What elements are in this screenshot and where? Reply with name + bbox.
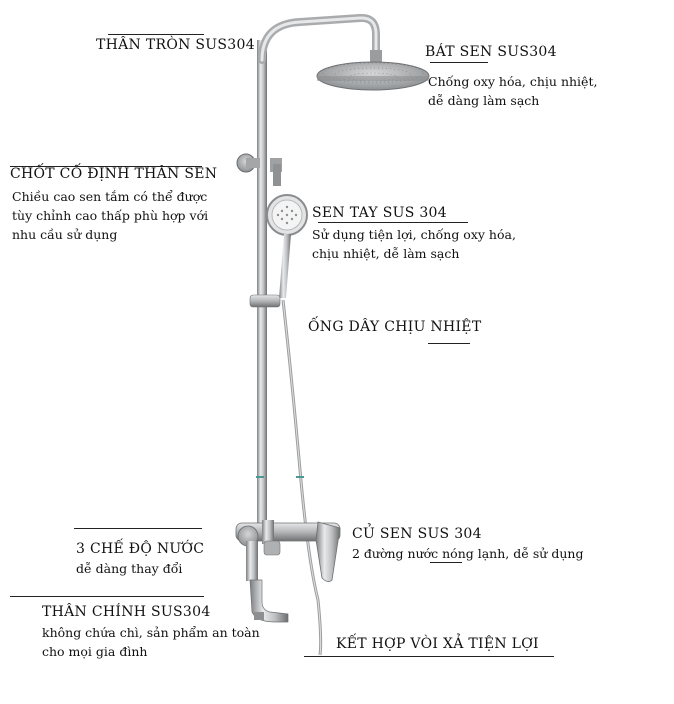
sen-tay-title: SEN TAY SUS 304 — [312, 205, 447, 221]
than-chinh-title: THÂN CHÍNH SUS304 — [42, 604, 211, 620]
chot-desc-line-2: tùy chỉnh cao thấp phù hợp với — [12, 208, 209, 223]
cu-sen-rule — [430, 562, 462, 563]
chot-desc-line-3: nhu cầu sử dụng — [12, 227, 118, 242]
sen-tay-desc-line-1: Sử dụng tiện lợi, chống oxy hóa, — [312, 227, 516, 242]
chot-desc-line-1: Chiều cao sen tắm có thể được — [12, 189, 208, 204]
than-chinh-desc — [42, 623, 260, 661]
chot-co-dinh-title: CHỐT CỐ ĐỊNH THÂN SEN — [10, 166, 218, 182]
chot-co-dinh-desc — [12, 187, 208, 244]
ket-hop-rule — [304, 656, 554, 657]
bat-sen-title: BÁT SEN SUS304 — [425, 44, 557, 60]
sen-tay-desc — [312, 225, 516, 263]
che-do-nuoc-title: 3 CHẾ ĐỘ NƯỚC — [76, 541, 205, 557]
than-chinh-rule — [10, 596, 204, 597]
cu-sen-desc — [352, 544, 583, 563]
hand-shower-handle — [279, 234, 291, 298]
ket-hop-title: KẾT HỢP VÒI XẢ TIỆN LỢI — [336, 636, 539, 652]
che-do-desc-line-1: dễ dàng thay đổi — [76, 561, 183, 576]
than-chinh-desc-line-2: cho mọi gia đình — [42, 644, 148, 659]
cu-sen-title: CỦ SEN SUS 304 — [352, 526, 482, 542]
slide-holder — [250, 295, 280, 307]
bat-sen-desc — [428, 72, 597, 110]
cu-sen-desc-line-1: 2 đường nước nóng lạnh, dễ sử dụng — [352, 546, 584, 561]
mixer-lever — [316, 522, 340, 582]
than-chinh-desc-line-1: không chứa chì, sản phẩm an toàn — [42, 625, 260, 640]
che-do-rule — [74, 528, 202, 529]
sen-tay-rule — [318, 222, 468, 223]
bat-sen-desc-line-1: Chống oxy hóa, chịu nhiệt, — [428, 74, 598, 89]
sen-tay-desc-line-2: chịu nhiệt, dễ làm sạch — [312, 246, 460, 261]
ong-day-rule — [428, 343, 470, 344]
main-pole — [257, 40, 267, 530]
bat-sen-desc-line-2: dễ dàng làm sạch — [428, 93, 540, 108]
than-tron-title: THÂN TRÒN SUS304 — [96, 37, 255, 53]
than-tron-rule — [108, 34, 204, 35]
ong-day-title: ỐNG DÂY CHỊU NHIỆT — [308, 319, 482, 335]
top-arm — [262, 18, 376, 60]
che-do-nuoc-desc — [76, 559, 182, 578]
bat-sen-rule — [430, 62, 488, 63]
